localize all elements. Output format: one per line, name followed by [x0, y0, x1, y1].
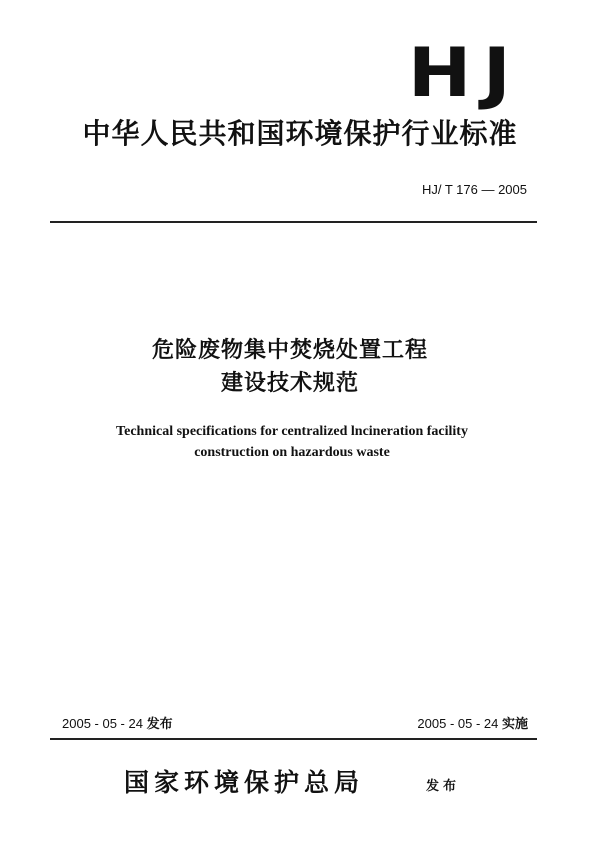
english-title-line2: construction on hazardous waste — [194, 445, 390, 460]
standard-category-title: 中华人民共和国环境保护行业标准 — [82, 117, 518, 150]
document-title-line2: 建设技术规范 — [220, 371, 359, 396]
standard-number: HJ/ T 176 — 2005 — [421, 182, 527, 197]
implementation-date-block — [417, 716, 528, 733]
bottom-divider — [50, 738, 537, 740]
top-divider — [50, 221, 537, 223]
english-title-line1: Technical specifications for centralized lncineration facility — [116, 424, 468, 439]
implementation-date: 2005 - 05 - 24 — [417, 716, 499, 731]
issue-label: 发布 — [146, 717, 173, 732]
issue-date: 2005 - 05 - 24 — [62, 716, 143, 731]
hj-logo: HJ — [407, 34, 522, 113]
issue-date-block — [62, 716, 173, 733]
document-title-line1: 危险废物集中焚烧处置工程 — [151, 338, 428, 363]
publish-label: 发布 — [426, 779, 461, 794]
implementation-label: 实施 — [501, 717, 528, 732]
publisher-name: 国家环境保护总局 — [124, 768, 365, 797]
